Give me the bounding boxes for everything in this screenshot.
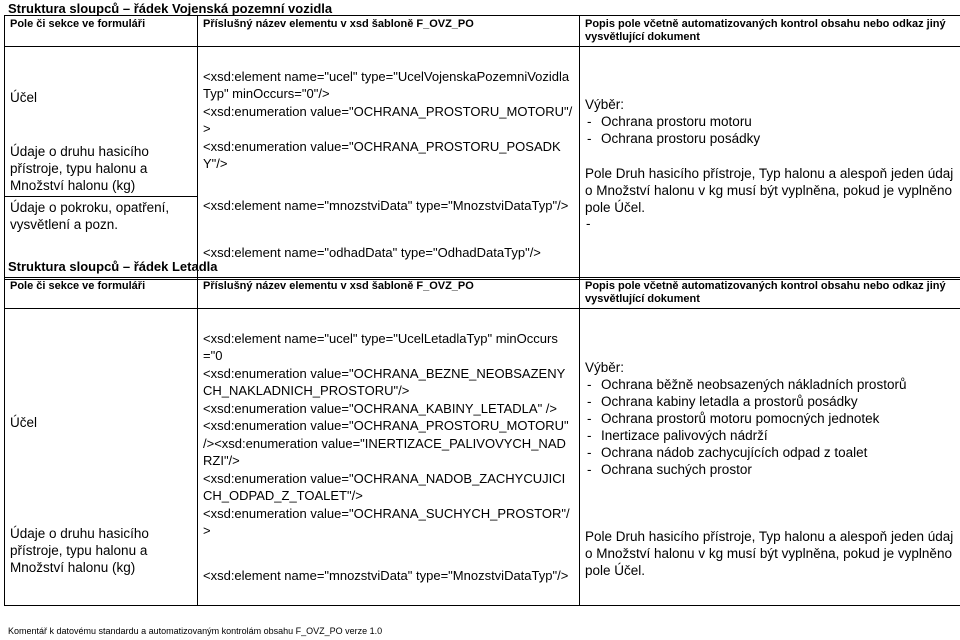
xsd-odhad: <xsd:element name="odhadData" type="OdhadDataTyp"/> [203, 245, 541, 260]
header-field: Pole či sekce ve formuláři [5, 278, 198, 309]
label-cell [5, 309, 198, 606]
desc-mnozstvi: Pole Druh hasicího přístroje, Typ halonu a alespoň jeden údaj o Množství halonu v kg musí být vyplněna, pokud je vyplněno pole Účel. [585, 166, 954, 215]
row-label-odhad: Údaje o pokroku, opatření, vysvětlení a pozn. [5, 196, 197, 233]
header-description: Popis pole včetně automatizovaných kontrol obsahu nebo odkaz jiný vysvětlující dokument [580, 16, 960, 47]
description-cell [580, 309, 960, 606]
list-item: - Inertizace palivových nádrží [585, 427, 955, 444]
desc-mnozstvi: Pole Druh hasicího přístroje, Typ halonu a alespoň jeden údaj o Množství halonu v kg musí být vyplněna, pokud je vyplněno pole Účel. [585, 529, 954, 578]
section1-title: Struktura sloupců – řádek Vojenská pozemní vozidla [8, 1, 333, 16]
xsd-ucel: <xsd:element name="ucel" type="UcelVojenskaPozemniVozidlaTyp" minOccurs="0"/> <xsd:enumeration value="OCHRANA_PROSTORU_MOTORU"/> <xsd:enumeration value="OCHRANA_PROSTORU_POSADKY"/> [203, 68, 573, 171]
row-label-ucel: Účel [10, 90, 38, 105]
desc-intro: Výběr: [585, 97, 625, 112]
desc-options-list [585, 376, 955, 478]
xsd-mnozstvi: <xsd:element name="mnozstviData" type="MnozstviDataTyp"/> [203, 568, 569, 583]
desc-options-list [585, 113, 955, 147]
list-item: - Ochrana prostorů motoru pomocných jednotek [585, 410, 955, 427]
xsd-mnozstvi: <xsd:element name="mnozstviData" type="MnozstviDataTyp"/> [203, 198, 569, 213]
list-item: - Ochrana kabiny letadla a prostorů posádky [585, 393, 955, 410]
xsd-ucel: <xsd:element name="ucel" type="UcelLetadlaTyp" minOccurs="0 <xsd:enumeration value="OCHRANA_BEZNE_NEOBSAZENYCH_NAKLADNICH_PROSTORU"/> <xsd:enumeration value="OCHRANA_KABINY_LETADLA" /> <xsd:enumeration value="OCHRANA_PROSTORU_MOTORU" /><xsd:enumeration value="INERTIZACE_PALIVOVYCH_NADRZI"/> <xsd:enumeration value="OCHRANA_NADOB_ZACHYCUJICICH_ODPAD_Z_TOALET"/> <xsd:enumeration value="OCHRANA_SUCHYCH_PROSTOR"/> [203, 330, 570, 538]
list-item: - Ochrana běžně neobsazených nákladních prostorů [585, 376, 955, 393]
list-item: - Ochrana suchých prostor [585, 461, 955, 478]
row-label-mnozstvi: Údaje o druhu hasicího přístroje, typu halonu a Množství halonu (kg) [10, 526, 149, 575]
list-item: - Ochrana prostoru motoru [585, 113, 955, 130]
row-label-mnozstvi: Údaje o druhu hasicího přístroje, typu halonu a Množství halonu (kg) [10, 144, 149, 193]
list-item: - Ochrana nádob zachycujících odpad z toalet [585, 444, 955, 461]
desc-odhad: - [586, 216, 591, 231]
header-xsd-element: Příslušný název elementu v xsd šabloně F_OVZ_PO [198, 16, 580, 47]
header-xsd-element: Příslušný název elementu v xsd šabloně F_OVZ_PO [198, 278, 580, 309]
header-description: Popis pole včetně automatizovaných kontrol obsahu nebo odkaz jiný vysvětlující dokument [580, 278, 960, 309]
page-footer: Komentář k datovému standardu a automatizovaným kontrolám obsahu F_OVZ_PO verze 1.0 [8, 626, 383, 636]
section2-table [4, 277, 960, 606]
header-field: Pole či sekce ve formuláři [5, 16, 198, 47]
xsd-cell [198, 309, 580, 606]
desc-intro: Výběr: [585, 360, 625, 375]
row-label-ucel: Účel [10, 415, 38, 430]
label-cell [5, 47, 198, 280]
section1-table [4, 15, 960, 280]
xsd-cell [198, 47, 580, 280]
list-item: - Ochrana prostoru posádky [585, 130, 955, 147]
description-cell [580, 47, 960, 280]
section2-title: Struktura sloupců – řádek Letadla [8, 259, 218, 274]
